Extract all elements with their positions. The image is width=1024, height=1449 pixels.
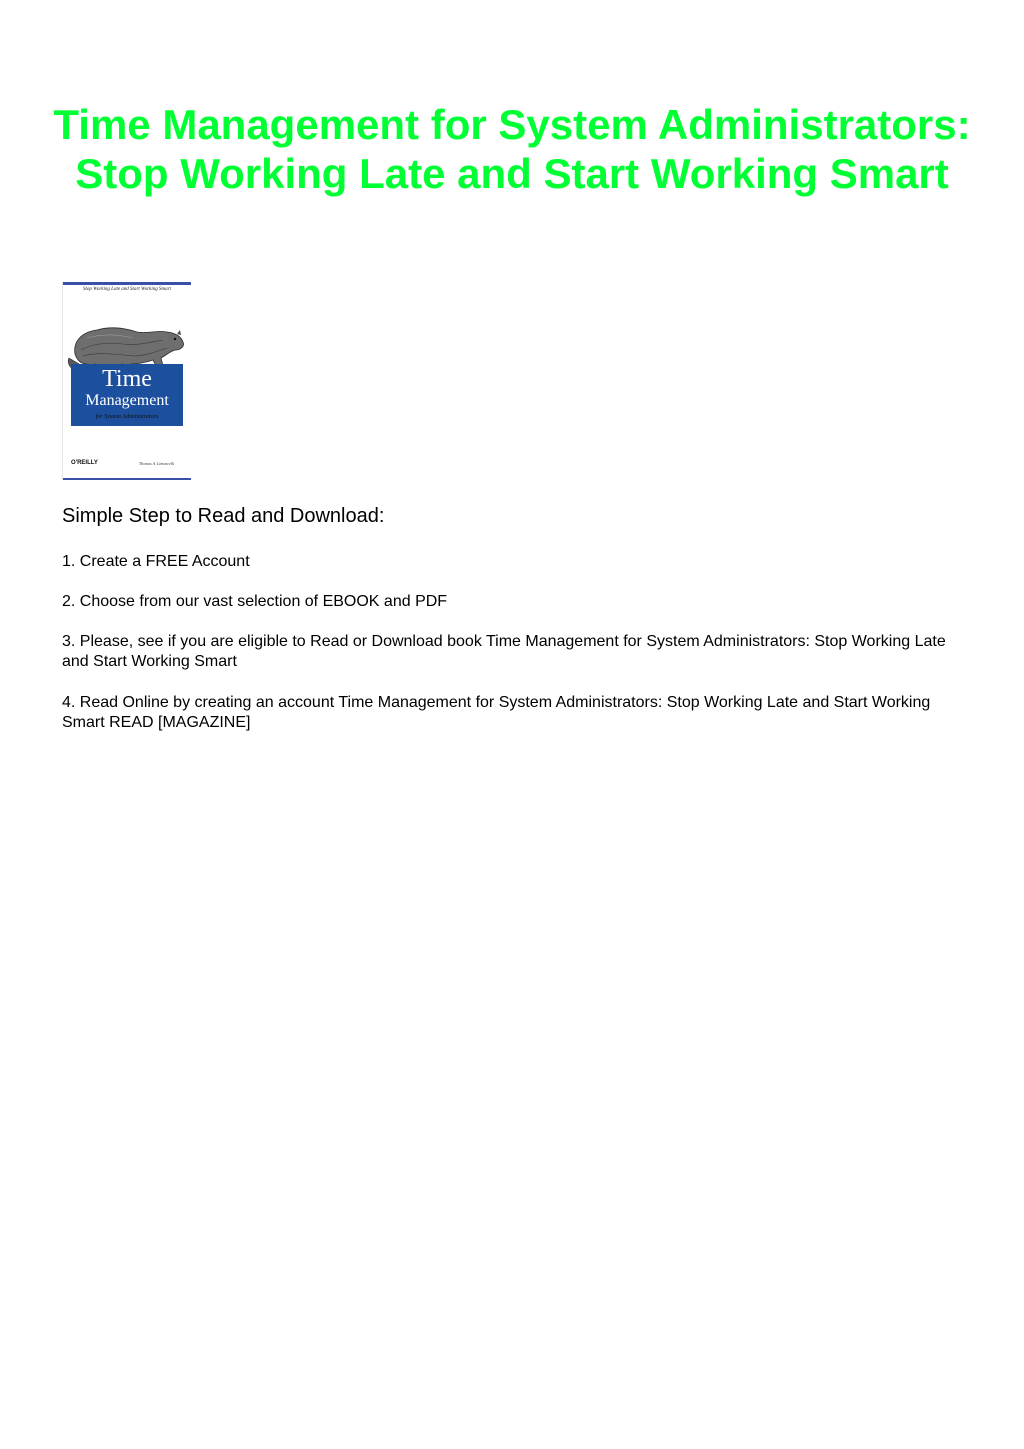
- cover-bottom-bar: [63, 478, 191, 480]
- cover-publisher-logo: O'REILLY: [71, 460, 98, 466]
- cover-title-time: Time: [102, 366, 152, 392]
- step-check-eligibility: 3. Please, see if you are eligible to Read or Download book Time Management for System Administrators: Stop Working Late and Start Working Smart: [62, 633, 946, 670]
- steps-heading: Simple Step to Read and Download:: [62, 505, 385, 527]
- page-title: Time Management for System Administrators: Stop Working Late and Start Working Smart: [53, 101, 971, 197]
- book-cover-image: [62, 282, 190, 480]
- cover-top-bar: [63, 282, 191, 285]
- step-create-account: 1. Create a FREE Account: [62, 553, 250, 570]
- cover-subtitle: Stop Working Late and Start Working Smart: [83, 287, 171, 292]
- step-read-online: 4. Read Online by creating an account Time Management for System Administrators: Stop Working Late and Start Working Smart READ [MAGAZINE]: [62, 694, 931, 731]
- cover-author: Thomas A. Limoncelli: [139, 461, 175, 466]
- cover-title-for-sysadmins: for System Administrators: [95, 414, 159, 420]
- cover-title-management: Management: [85, 392, 169, 409]
- step-choose-selection: 2. Choose from our vast selection of EBOOK and PDF: [62, 593, 448, 610]
